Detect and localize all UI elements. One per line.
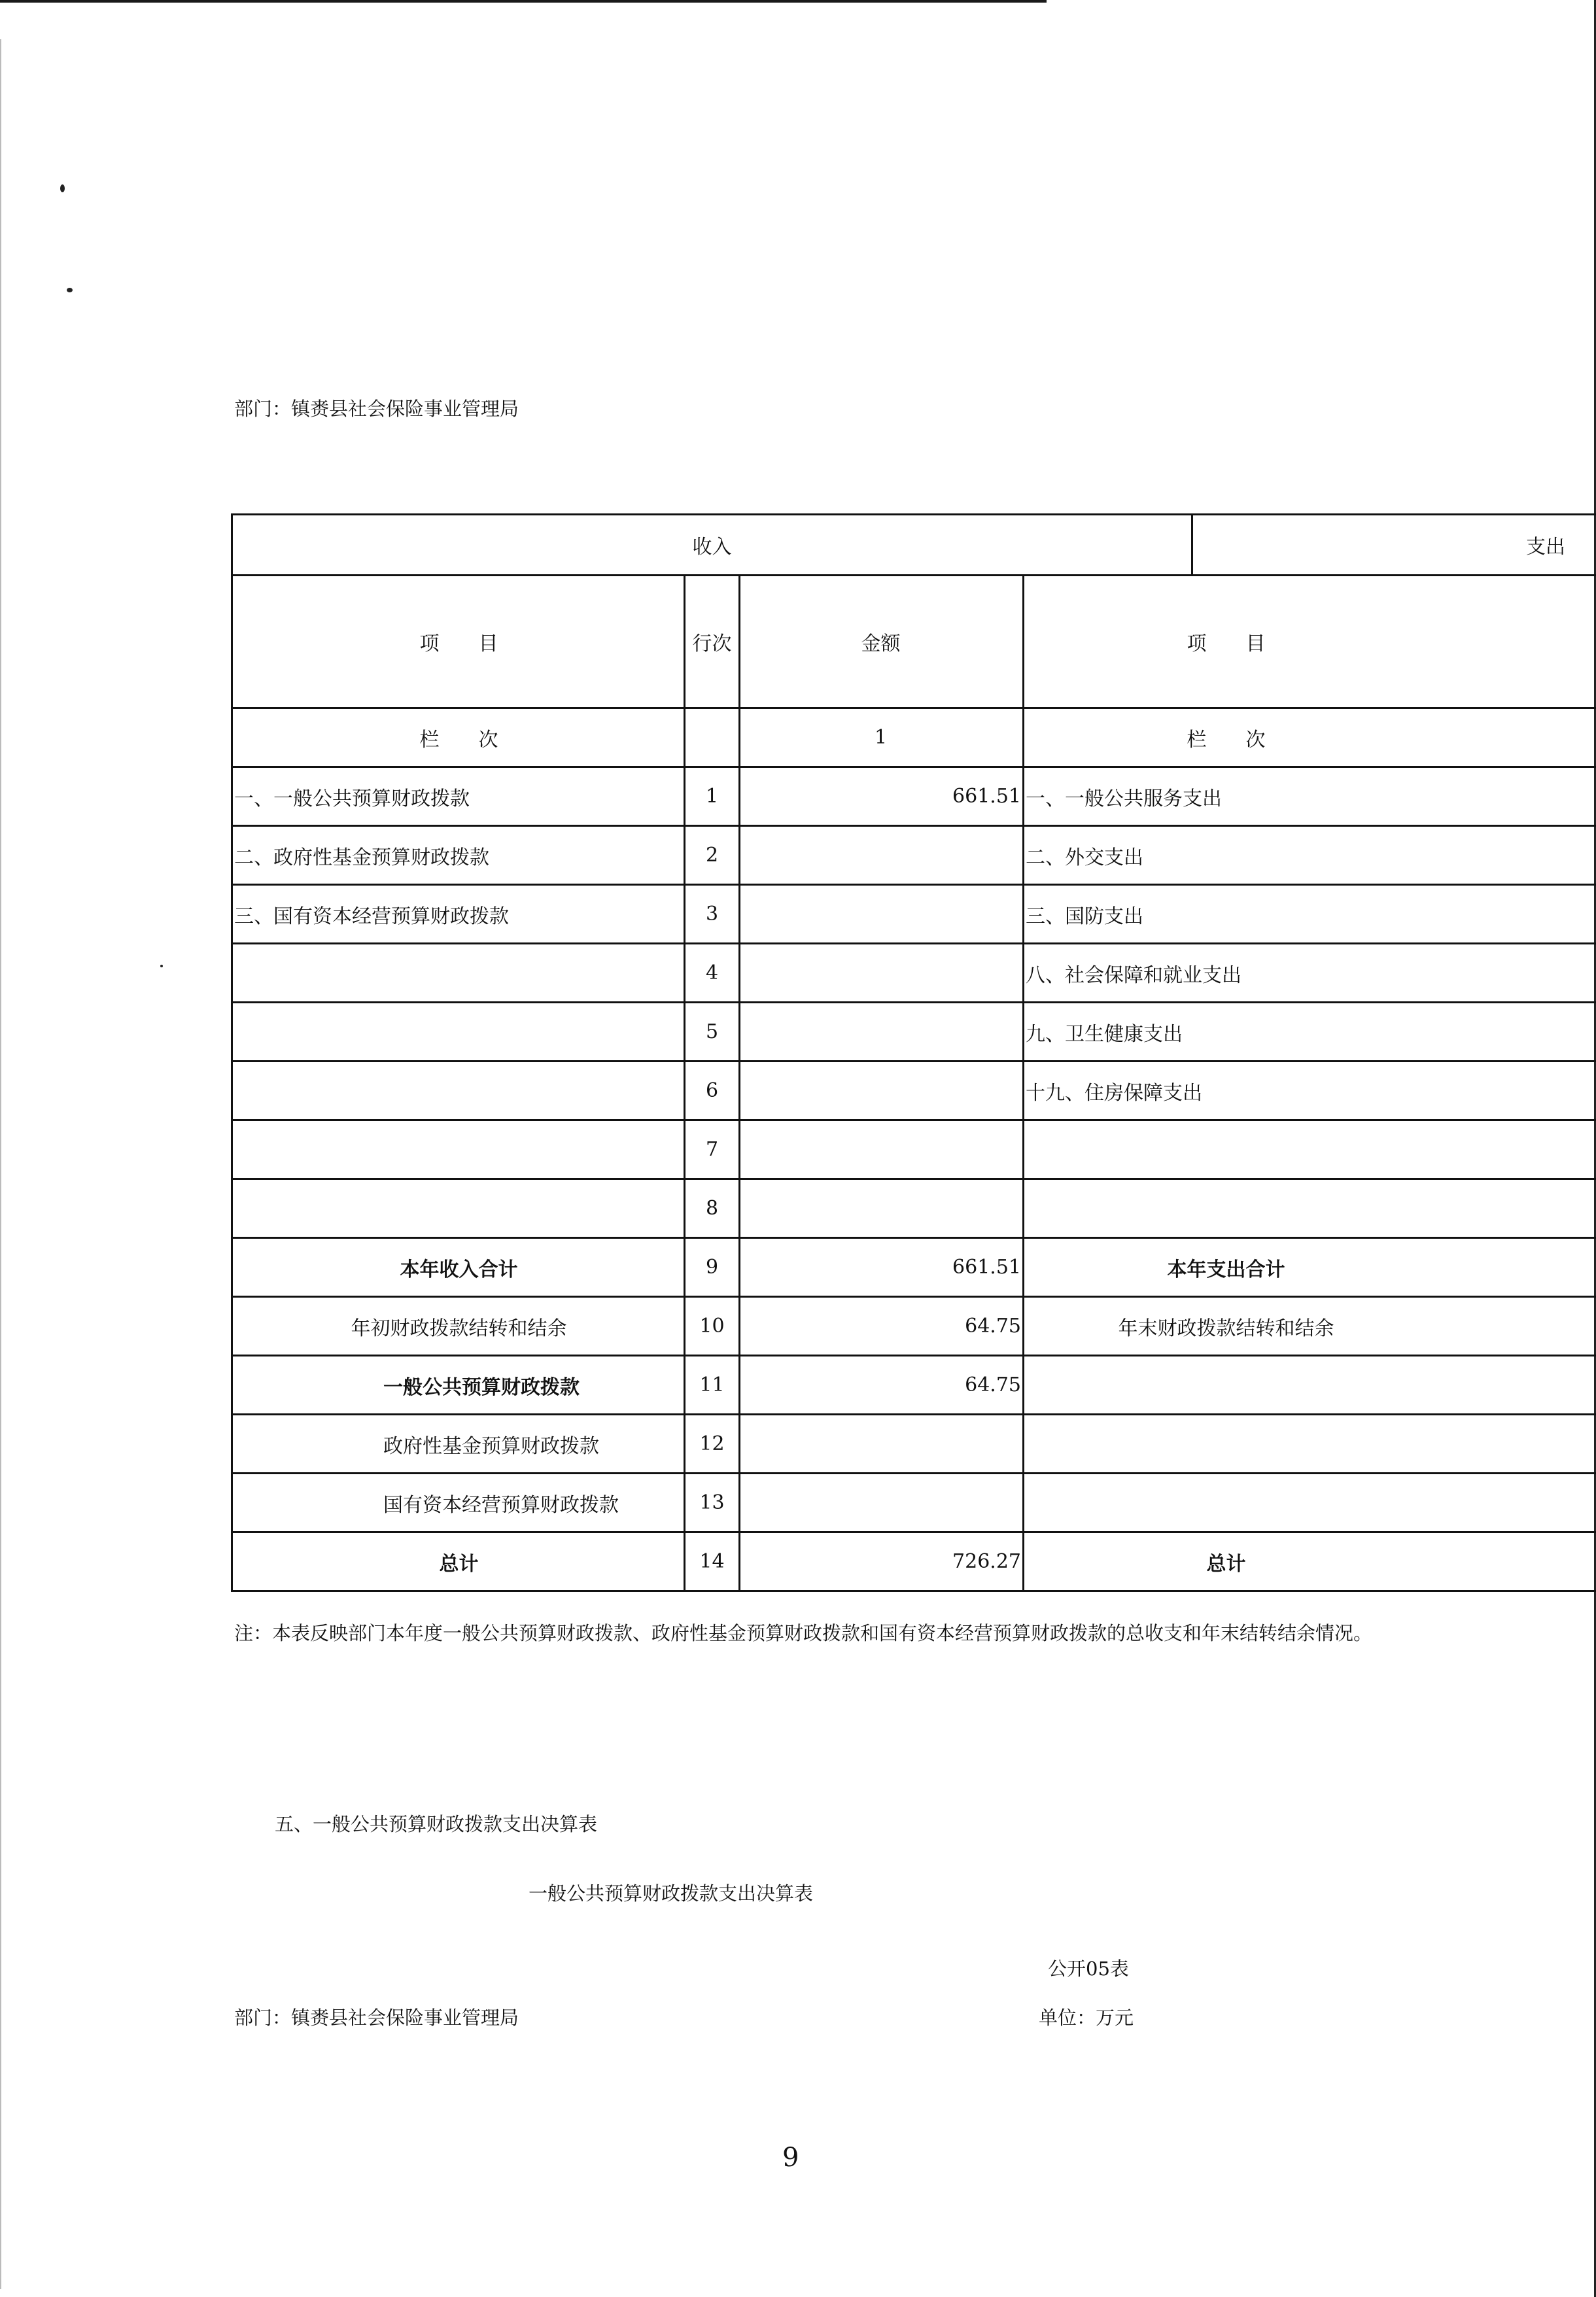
table2-unit: 单位：万元 [1039, 2007, 1134, 2029]
col-exp-item-header: 项 目 [1187, 632, 1266, 655]
row-exp: 一、一般公共服务支出 [1026, 787, 1222, 810]
table-row [233, 1474, 1596, 1533]
row-amount: 661.51 [740, 768, 1024, 825]
table-row-grand-total [233, 1533, 1596, 1590]
table-row [233, 1415, 1596, 1474]
row-line: 14 [685, 1533, 740, 1590]
row-item: 一、一般公共预算财政拨款 [233, 768, 685, 825]
row-amount: 726.27 [740, 1533, 1024, 1590]
row-amount [740, 1121, 1024, 1178]
row-item [233, 1062, 685, 1119]
scan-speck [60, 184, 65, 192]
row-amount [740, 1062, 1024, 1119]
row-line: 9 [685, 1239, 740, 1296]
row-line: 7 [685, 1121, 740, 1178]
row-exp: 三、国防支出 [1026, 905, 1143, 928]
table-row [233, 1356, 1596, 1415]
row-line: 1 [685, 768, 740, 825]
column-number-amount: 1 [740, 709, 1024, 766]
row-amount [740, 827, 1024, 884]
row-line: 8 [685, 1180, 740, 1237]
row-line: 6 [685, 1062, 740, 1119]
table-row [233, 944, 1596, 1003]
column-header-row [233, 576, 1596, 709]
table-row [233, 768, 1596, 827]
row-line: 3 [685, 886, 740, 942]
row-item: 政府性基金预算财政拨款 [233, 1415, 685, 1472]
scan-speck [160, 965, 163, 967]
page-top-border [0, 0, 1047, 3]
row-item [233, 1180, 685, 1237]
col-item-header: 项 目 [233, 576, 685, 707]
row-exp [1024, 1121, 1596, 1178]
col-line-header: 行次 [685, 576, 740, 707]
page-left-shadow [0, 39, 1, 2289]
row-line: 5 [685, 1003, 740, 1060]
row-amount [740, 886, 1024, 942]
table-row [233, 1180, 1596, 1239]
column-number-line [685, 709, 740, 766]
table-row [233, 886, 1596, 944]
row-item: 二、政府性基金预算财政拨款 [233, 827, 685, 884]
row-line: 12 [685, 1415, 740, 1472]
row-exp: 二、外交支出 [1026, 846, 1143, 869]
row-item [233, 1003, 685, 1060]
row-amount [740, 1415, 1024, 1472]
row-exp: 十九、住房保障支出 [1026, 1081, 1202, 1105]
row-exp: 总计 [1206, 1552, 1246, 1576]
row-item: 一般公共预算财政拨款 [233, 1356, 685, 1413]
row-line: 13 [685, 1474, 740, 1531]
row-line: 10 [685, 1298, 740, 1355]
row-exp [1024, 1415, 1596, 1472]
column-number-label: 栏 次 [233, 709, 685, 766]
row-amount [740, 1474, 1024, 1531]
table2-title: 一般公共预算财政拨款支出决算表 [529, 1882, 814, 1905]
row-item: 三、国有资本经营预算财政拨款 [233, 886, 685, 942]
row-exp [1024, 1356, 1596, 1413]
row-amount: 64.75 [740, 1356, 1024, 1413]
column-number-exp-label: 栏 次 [1187, 728, 1266, 751]
table-row [233, 1121, 1596, 1180]
row-exp [1024, 1474, 1596, 1531]
row-exp: 八、社会保障和就业支出 [1026, 963, 1241, 987]
table-note: 注：本表反映部门本年度一般公共预算财政拨款、政府性基金预算财政拨款和国有资本经营预算财政拨款的总收支和年末结转结余情况。 [234, 1622, 1373, 1644]
table2-department: 部门：镇赉县社会保险事业管理局 [234, 2007, 519, 2029]
row-line: 4 [685, 944, 740, 1001]
row-amount: 64.75 [740, 1298, 1024, 1355]
row-exp [1024, 1180, 1596, 1237]
col-amount-header: 金额 [740, 576, 1024, 707]
row-exp: 九、卫生健康支出 [1026, 1022, 1183, 1046]
table-top-header [233, 515, 1596, 576]
expense-header: 支出 [1526, 536, 1565, 559]
table-row [233, 1062, 1596, 1121]
section-heading: 五、一般公共预算财政拨款支出决算表 [275, 1813, 598, 1835]
row-amount [740, 944, 1024, 1001]
row-item [233, 944, 685, 1001]
department-label: 部门：镇赉县社会保险事业管理局 [234, 398, 519, 420]
row-amount: 661.51 [740, 1239, 1024, 1296]
row-line: 2 [685, 827, 740, 884]
row-item: 年初财政拨款结转和结余 [233, 1298, 685, 1355]
row-item [233, 1121, 685, 1178]
row-amount [740, 1003, 1024, 1060]
table-row [233, 1003, 1596, 1062]
fiscal-allocation-table [231, 513, 1596, 1592]
row-item: 总计 [233, 1533, 685, 1590]
column-number-row [233, 709, 1596, 768]
row-line: 11 [685, 1356, 740, 1413]
table2-code: 公开05表 [1048, 1958, 1129, 1980]
row-exp: 年末财政拨款结转和结余 [1118, 1317, 1334, 1340]
table-row-carryover [233, 1298, 1596, 1356]
row-item: 国有资本经营预算财政拨款 [233, 1474, 685, 1531]
row-amount [740, 1180, 1024, 1237]
row-exp: 本年支出合计 [1167, 1258, 1285, 1281]
income-header: 收入 [233, 515, 1193, 574]
table-row [233, 827, 1596, 886]
page-number: 9 [782, 2143, 799, 2173]
table-row-total-year [233, 1239, 1596, 1298]
scan-speck [67, 288, 73, 292]
row-item: 本年收入合计 [233, 1239, 685, 1296]
